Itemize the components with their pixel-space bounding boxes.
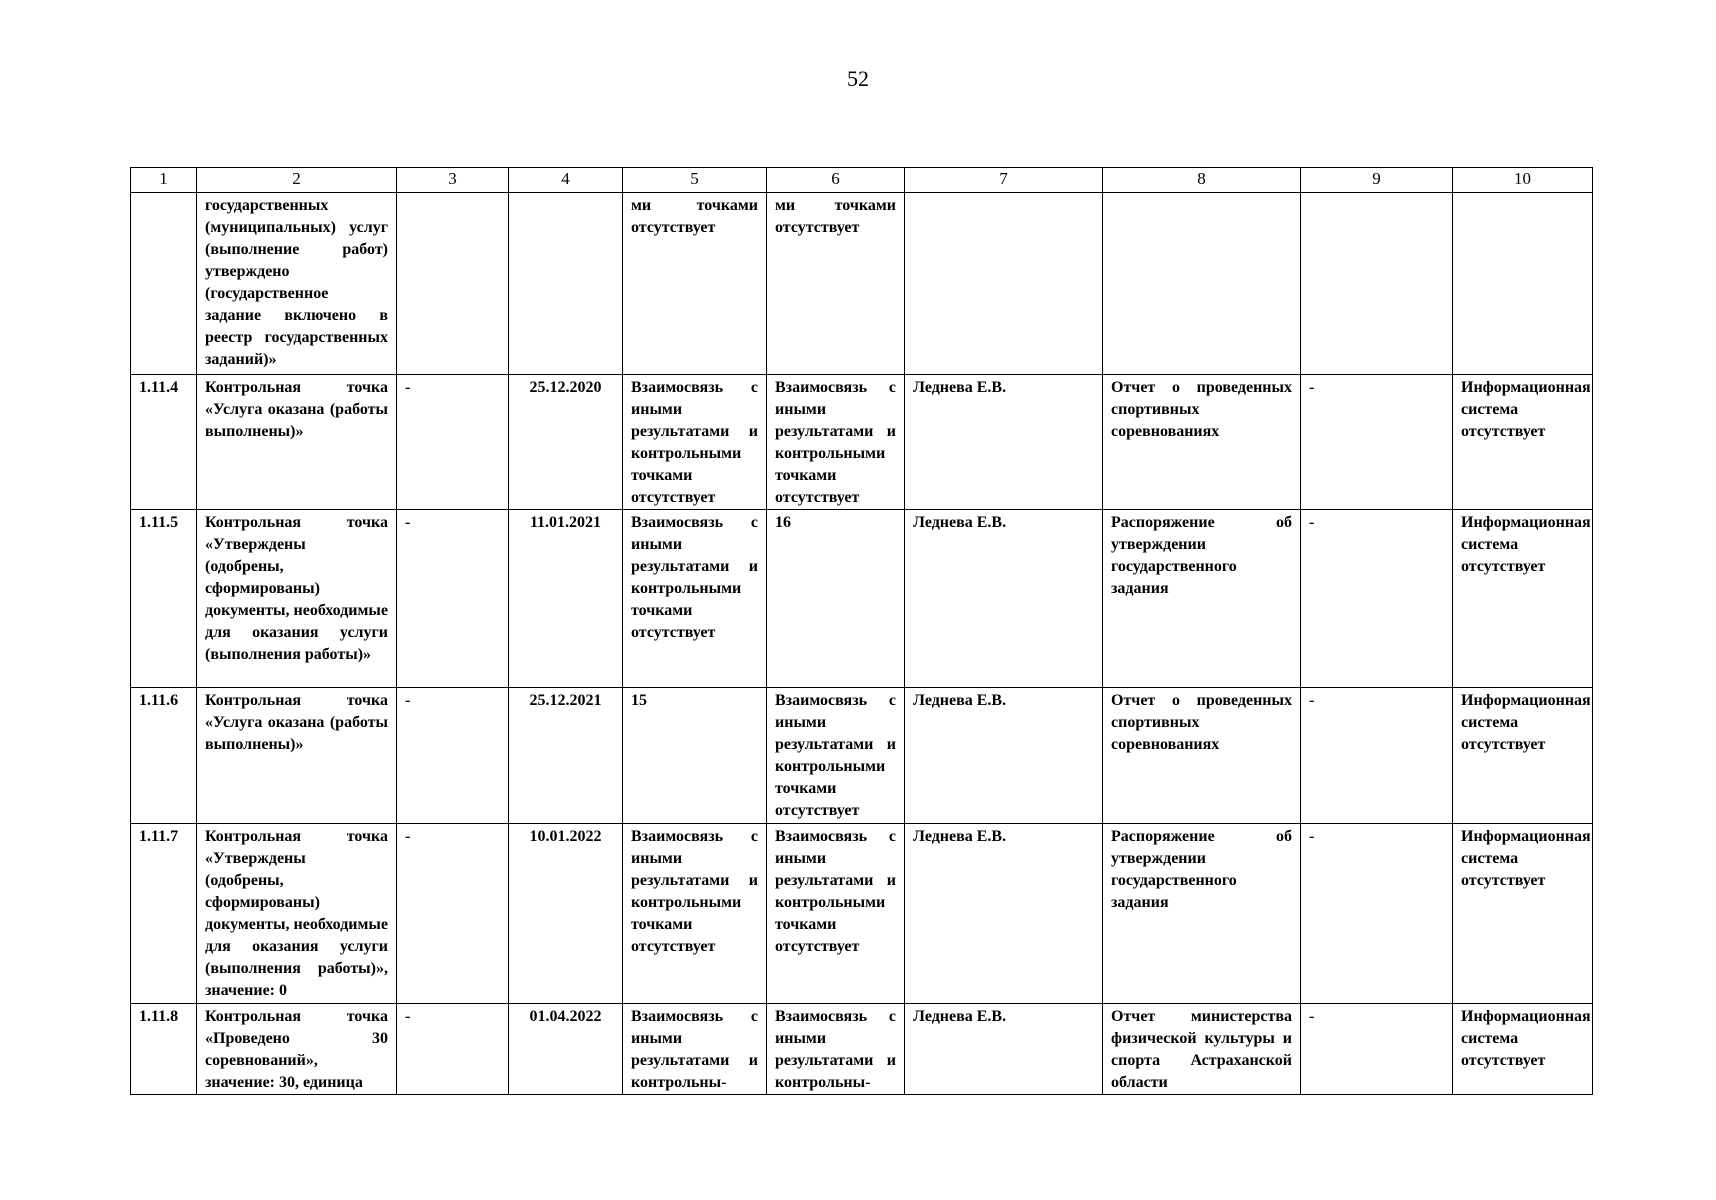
end-date: 25.12.2021	[509, 688, 623, 824]
predecessors: 15	[623, 688, 767, 824]
row-number: 1.11.4	[131, 375, 197, 510]
control-point-name: Контрольная точка «Проведено 30 соревнований», значение: 30, единица	[197, 1004, 397, 1095]
control-point-name: Контрольная точка «Утверждены (одобрены, сформированы) документы, необходимые для оказания услуги (выполнения работы)», значение: 0	[197, 824, 397, 1004]
responsible: Леднева Е.В.	[905, 688, 1103, 824]
successors: Взаимосвязь с иными результатами и контрольными точками отсутствует	[767, 688, 905, 824]
table-row	[131, 1004, 1593, 1095]
row-number	[131, 193, 197, 375]
table-row	[131, 193, 1593, 375]
information-system: Информационная система отсутствует	[1453, 1004, 1593, 1095]
col-header-7: 7	[905, 168, 1103, 193]
information-system: Информационная система отсутствует	[1453, 510, 1593, 688]
end-date	[509, 193, 623, 375]
table-row	[131, 824, 1593, 1004]
successors: ми точками отсутствует	[767, 193, 905, 375]
col-9-value: -	[1301, 824, 1453, 1004]
col-header-3: 3	[397, 168, 509, 193]
responsible: Леднева Е.В.	[905, 510, 1103, 688]
table-row	[131, 688, 1593, 824]
end-date: 01.04.2022	[509, 1004, 623, 1095]
table-row	[131, 510, 1593, 688]
end-date: 10.01.2022	[509, 824, 623, 1004]
document-type: Отчет о проведенных спортивных соревнованиях	[1103, 375, 1301, 510]
control-point-name: государственных (муниципальных) услуг (выполнение работ) утверждено (государственное задание включено в реестр государственных заданий)»	[197, 193, 397, 375]
row-number: 1.11.8	[131, 1004, 197, 1095]
plan-table	[130, 167, 1593, 1095]
row-number: 1.11.5	[131, 510, 197, 688]
col-header-8: 8	[1103, 168, 1301, 193]
row-number: 1.11.7	[131, 824, 197, 1004]
start-date: -	[397, 688, 509, 824]
end-date: 25.12.2020	[509, 375, 623, 510]
predecessors: ми точками отсутствует	[623, 193, 767, 375]
col-9-value	[1301, 193, 1453, 375]
successors: Взаимосвязь с иными результатами и контрольными точками отсутствует	[767, 824, 905, 1004]
information-system: Информационная система отсутствует	[1453, 688, 1593, 824]
col-9-value: -	[1301, 688, 1453, 824]
start-date	[397, 193, 509, 375]
control-point-name: Контрольная точка «Услуга оказана (работы выполнены)»	[197, 688, 397, 824]
successors: 16	[767, 510, 905, 688]
document-type: Отчет о проведенных спортивных соревнованиях	[1103, 688, 1301, 824]
header-row	[131, 168, 1593, 193]
control-point-name: Контрольная точка «Услуга оказана (работы выполнены)»	[197, 375, 397, 510]
responsible: Леднева Е.В.	[905, 375, 1103, 510]
table-row	[131, 375, 1593, 510]
start-date: -	[397, 375, 509, 510]
responsible	[905, 193, 1103, 375]
col-header-4: 4	[509, 168, 623, 193]
start-date: -	[397, 1004, 509, 1095]
document-type: Отчет министерства физической культуры и спорта Астраханской области	[1103, 1004, 1301, 1095]
predecessors: Взаимосвязь с иными результатами и контрольными точками отсутствует	[623, 510, 767, 688]
responsible: Леднева Е.В.	[905, 824, 1103, 1004]
successors: Взаимосвязь с иными результатами и контрольными точками отсутствует	[767, 375, 905, 510]
col-9-value: -	[1301, 1004, 1453, 1095]
col-header-9: 9	[1301, 168, 1453, 193]
col-header-10: 10	[1453, 168, 1593, 193]
col-9-value: -	[1301, 510, 1453, 688]
predecessors: Взаимосвязь с иными результатами и контрольными точками отсутствует	[623, 824, 767, 1004]
col-header-5: 5	[623, 168, 767, 193]
information-system	[1453, 193, 1593, 375]
start-date: -	[397, 510, 509, 688]
predecessors: Взаимосвязь с иными результатами и контрольными точками отсутствует	[623, 375, 767, 510]
information-system: Информационная система отсутствует	[1453, 824, 1593, 1004]
start-date: -	[397, 824, 509, 1004]
responsible: Леднева Е.В.	[905, 1004, 1103, 1095]
col-header-1: 1	[131, 168, 197, 193]
information-system: Информационная система отсутствует	[1453, 375, 1593, 510]
document-type	[1103, 193, 1301, 375]
predecessors: Взаимосвязь с иными результатами и контрольны-	[623, 1004, 767, 1095]
col-header-6: 6	[767, 168, 905, 193]
document-type: Распоряжение об утверждении государственного задания	[1103, 510, 1301, 688]
control-point-name: Контрольная точка «Утверждены (одобрены, сформированы) документы, необходимые для оказания услуги (выполнения работы)»	[197, 510, 397, 688]
end-date: 11.01.2021	[509, 510, 623, 688]
document-type: Распоряжение об утверждении государственного задания	[1103, 824, 1301, 1004]
row-number: 1.11.6	[131, 688, 197, 824]
successors: Взаимосвязь с иными результатами и контрольны-	[767, 1004, 905, 1095]
col-header-2: 2	[197, 168, 397, 193]
page-number: 52	[847, 66, 869, 91]
col-9-value: -	[1301, 375, 1453, 510]
